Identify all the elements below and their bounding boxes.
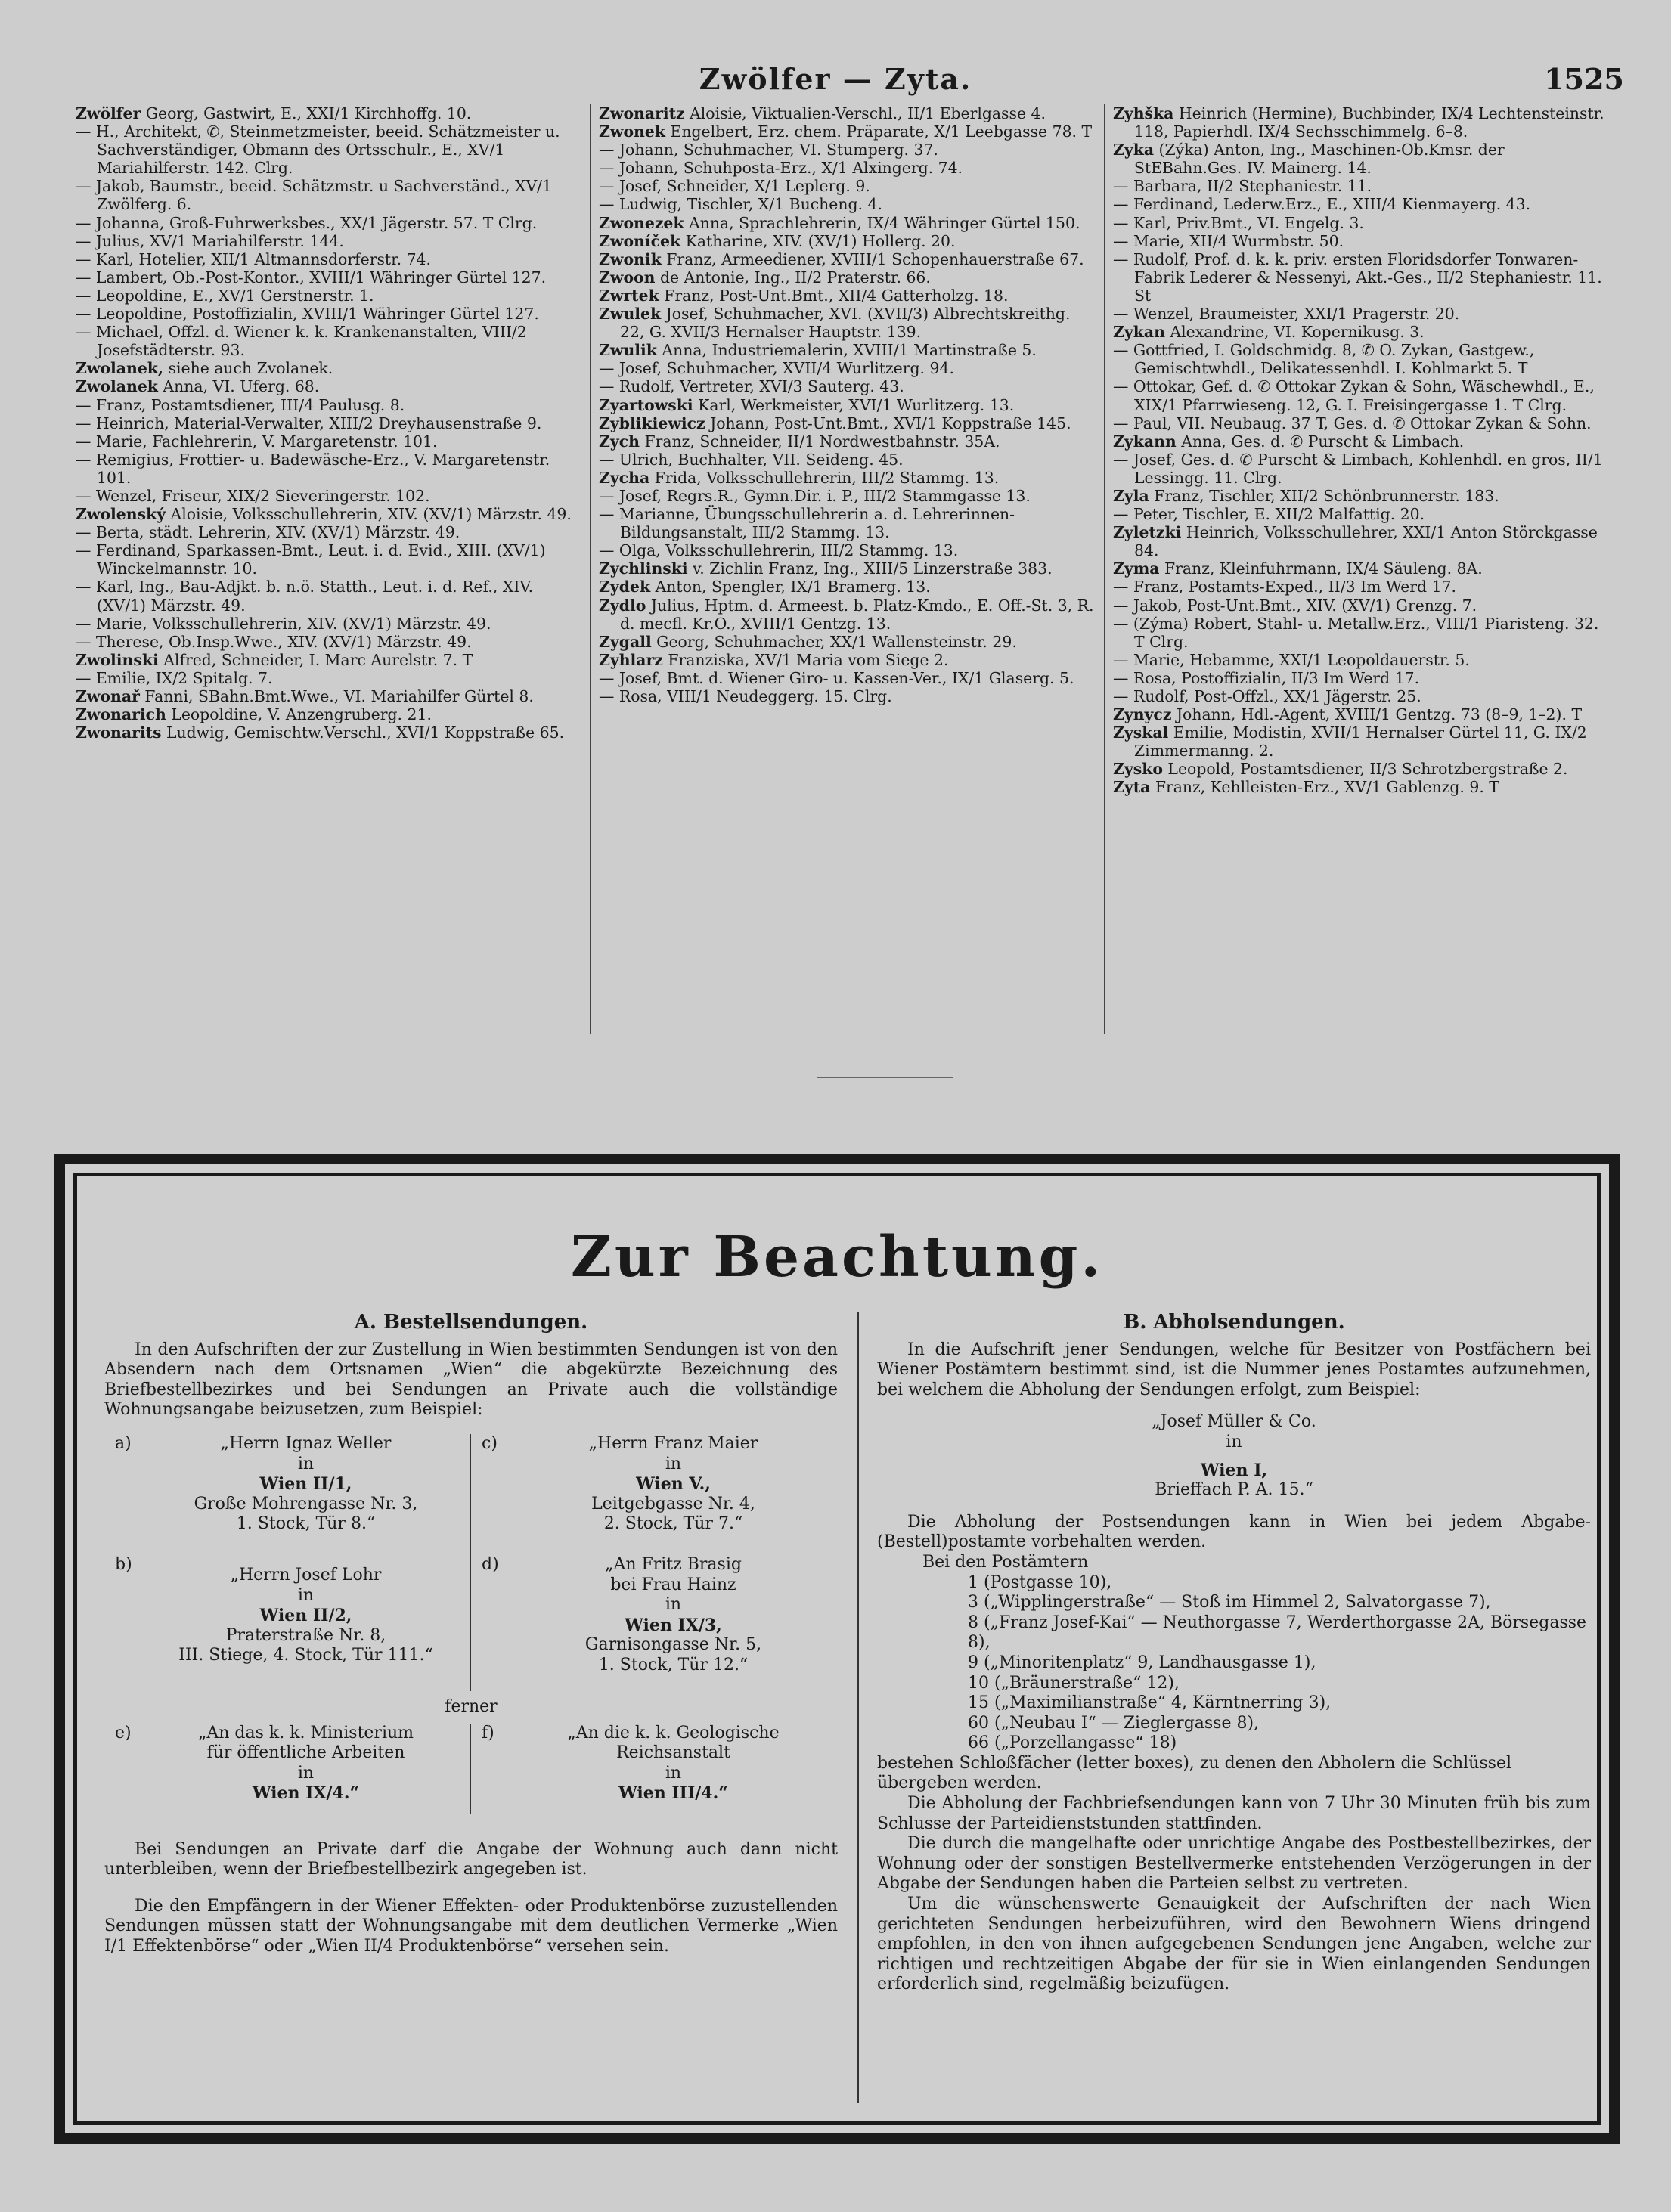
directory-entry xyxy=(76,505,581,523)
directory-entry xyxy=(599,232,1095,250)
section-b-heading: B. Abholsendungen. xyxy=(1123,1311,1345,1334)
section-b-intro: In die Aufschrift jener Sendungen, welche für Besitzer von Postfächern bei Wiener Postämtern bestimmt sind, ist die Nummer jenes Postamtes aufzunehmen, bei welchem die Abholung der Sendungen erfolgt, zum Beispiel: xyxy=(877,1340,1591,1399)
page-number: 1525 xyxy=(1544,62,1624,96)
entry-details: — Marianne, Übungsschullehrerin a. d. Lehrerinnen-Bildungsanstalt, III/2 Stammg. 13. xyxy=(599,505,1015,542)
directory-entry xyxy=(599,687,1095,705)
directory-entry xyxy=(599,541,1095,559)
entry-details: Emilie, Modistin, XVII/1 Hernalser Gürtel 11, G. IX/2 Zimmermanng. 2. xyxy=(1134,723,1587,761)
entry-details: — Olga, Volksschullehrerin, III/2 Stammg. 13. xyxy=(599,541,959,560)
directory-entry xyxy=(1113,687,1609,705)
entry-details: Josef, Schuhmacher, XVI. (XVII/3) Albrechtskreithg. 22, G. XVII/3 Hernalser Hauptstr. 139. xyxy=(620,305,1071,342)
entry-surname: Zwonik xyxy=(599,249,662,268)
entry-details: Franz, Schneider, II/1 Nordwestbahnstr. 35A. xyxy=(639,432,1000,451)
section-a-para3: Die den Empfängern in der Wiener Effekten- oder Produktenbörse zuzustellenden Sendungen müssen statt der Wohnungsangabe mit dem deutlichen Vermerke „Wien I/1 Effektenbörse“ oder „Wien II/4 Produktenbörse“ versehen sein. xyxy=(104,1896,838,1956)
entry-details: — Heinrich, Material-Verwalter, XIII/2 Dreyhausenstraße 9. xyxy=(76,414,542,432)
entry-surname: Zych xyxy=(599,432,640,451)
entry-details: Georg, Schuhmacher, XX/1 Wallensteinstr. 29. xyxy=(651,632,1017,651)
example-b: b) „Herrn Josef Lohr in Wien II/2, Praterstraße Nr. 8, III. Stiege, 4. Stock, Tür 111.“ xyxy=(104,1555,471,1691)
entry-surname: Zyka xyxy=(1113,141,1155,160)
entry-details: — Marie, Hebamme, XXI/1 Leopoldauerstr. 5. xyxy=(1113,650,1470,669)
entry-surname: Zwolanek xyxy=(76,377,158,396)
directory-entry xyxy=(599,451,1095,469)
entry-surname: Zyblikiewicz xyxy=(599,414,705,432)
directory-entry xyxy=(1113,104,1609,141)
directory-entry xyxy=(76,578,581,614)
directory-entry xyxy=(1113,669,1609,687)
directory-entry xyxy=(599,377,1095,395)
directory-entry xyxy=(76,287,581,305)
directory-entry xyxy=(599,505,1095,541)
section-b-para3: bestehen Schloßfächer (letter boxes), zu denen den Abholern die Schlüssel übergeben werden. xyxy=(877,1753,1512,1793)
entry-surname: Zwulik xyxy=(599,341,657,360)
entry-details: — Rosa, VIII/1 Neudeggerg. 15. Clrg. xyxy=(599,687,892,705)
directory-entry xyxy=(76,723,581,742)
example-d: d) „An Fritz Brasig bei Frau Hainz in Wien IX/3, Garnisongasse Nr. 5, 1. Stock, Tür 12.“ xyxy=(482,1554,762,1674)
entry-details: — Marie, Volksschullehrerin, XIV. (XV/1) Märzstr. 49. xyxy=(76,614,491,633)
entry-details: — Therese, Ob.Insp.Wwe., XIV. (XV/1) Märzstr. 49. xyxy=(76,632,472,651)
entry-details: — Karl, Hotelier, XII/1 Altmannsdorferstr. 74. xyxy=(76,249,431,268)
directory-entry xyxy=(1113,232,1609,250)
entry-details: — Michael, Offzl. d. Wiener k. k. Krankenanstalten, VIII/2 Josefstädterstr. 93. xyxy=(76,323,527,360)
entry-surname: Zysko xyxy=(1113,760,1163,779)
example-a: a) „Herrn Ignaz Weller in Wien II/1, Große Mohrengasse Nr. 3, 1. Stock, Tür 8.“ xyxy=(104,1434,471,1555)
entry-surname: Zwonarich xyxy=(76,705,166,724)
directory-entry xyxy=(599,596,1095,633)
post-office-item: 10 („Bräunerstraße“ 12), xyxy=(968,1673,1180,1693)
entry-details: — Josef, Ges. d. ✆ Purscht & Limbach, Kohlenhdl. en gros, II/1 Lessingg. 11. Clrg. xyxy=(1113,450,1603,487)
directory-entry xyxy=(76,687,581,705)
entry-details: Anna, Sprachlehrerin, IX/4 Währinger Gürtel 150. xyxy=(684,213,1080,232)
directory-entry xyxy=(76,122,581,177)
directory-entry xyxy=(1113,305,1609,323)
post-office-item: 9 („Minoritenplatz“ 9, Landhausgasse 1), xyxy=(968,1653,1316,1672)
entry-surname: Zwonarits xyxy=(76,723,162,742)
directory-entry xyxy=(76,669,581,687)
directory-entry xyxy=(599,669,1095,687)
directory-entry xyxy=(76,487,581,505)
entry-details: — Wenzel, Friseur, XIX/2 Sieveringerstr. 102. xyxy=(76,486,430,505)
entry-details: Johann, Hdl.-Agent, XVIII/1 Gentzg. 73 (8–9, 1–2). T xyxy=(1171,705,1583,724)
entry-details: Heinrich (Hermine), Buchbinder, IX/4 Lechtensteinstr. 118, Papierhdl. IX/4 Sechsschimmelg. 6–8. xyxy=(1134,104,1604,141)
directory-entry xyxy=(1113,451,1609,487)
entry-surname: Zygall xyxy=(599,632,652,651)
section-b-list-intro: Bei den Postämtern xyxy=(922,1552,1089,1572)
directory-entry xyxy=(1113,414,1609,432)
entry-details: — Josef, Schuhmacher, XVII/4 Wurlitzerg. 94. xyxy=(599,359,954,378)
entry-details: Julius, Hptm. d. Armeest. b. Platz-Kmdo., E. Off.-St. 3, R. d. mecfl. Kr.O., XVIII/1 Gentzg. 13. xyxy=(620,596,1094,633)
entry-details: — Wenzel, Braumeister, XXI/1 Pragerstr. 20. xyxy=(1113,305,1460,324)
directory-entry xyxy=(1113,596,1609,615)
running-title: Zwölfer — Zyta. xyxy=(699,62,972,96)
directory-entry xyxy=(599,359,1095,377)
directory-entry xyxy=(1113,760,1609,778)
directory-entry xyxy=(76,705,581,723)
entry-details: — Barbara, II/2 Stephaniestr. 11. xyxy=(1113,177,1372,196)
section-a-para2: Bei Sendungen an Private darf die Angabe der Wohnung auch dann nicht unterbleiben, wenn der Briefbestellbezirk angegeben ist. xyxy=(104,1839,838,1879)
entry-details: Franz, Armeediener, XVIII/1 Schopenhauerstraße 67. xyxy=(661,249,1084,268)
entry-details: — Ludwig, Tischler, X/1 Bucheng. 4. xyxy=(599,195,882,214)
directory-entry xyxy=(599,159,1095,177)
entry-details: — Johann, Schuhposta-Erz., X/1 Alxingerg. 74. xyxy=(599,159,963,178)
directory-entry xyxy=(1113,651,1609,669)
entry-surname: Zydek xyxy=(599,578,651,596)
directory-column-3 xyxy=(1104,104,1618,1034)
entry-surname: Zykan xyxy=(1113,323,1165,342)
entry-surname: Zwolinski xyxy=(76,650,159,669)
section-b-para4: Die Abholung der Fachbriefsendungen kann von 7 Uhr 30 Minuten früh bis zum Schlusse der Parteidienststunden stattfinden. xyxy=(877,1794,1591,1833)
directory-entry xyxy=(1113,323,1609,341)
directory-entry xyxy=(76,633,581,651)
entry-details: Franz, Kehlleisten-Erz., XV/1 Gablenzg. 9. T xyxy=(1150,778,1499,797)
directory-entry xyxy=(599,432,1095,451)
directory-entry xyxy=(599,214,1095,232)
entry-details: — Rudolf, Post-Offzl., XX/1 Jägerstr. 25. xyxy=(1113,687,1421,705)
entry-details: — Rudolf, Prof. d. k. k. priv. ersten Floridsdorfer Tonwaren-Fabrik Lederer & Nessenyi, Akt.-Ges., II/2 Stephaniestr. 11. St xyxy=(1113,249,1602,305)
entry-surname: Zyskal xyxy=(1113,723,1169,742)
entry-details: — Marie, Fachlehrerin, V. Margaretenstr. 101. xyxy=(76,432,438,451)
entry-details: Anton, Spengler, IX/1 Bramerg. 13. xyxy=(650,578,931,596)
entry-details: — Johann, Schuhmacher, VI. Stumperg. 37. xyxy=(599,141,938,160)
entry-details: Georg, Gastwirt, E., XXI/1 Kirchhoffg. 10. xyxy=(141,104,472,122)
entry-details: Anna, Industriemalerin, XVIII/1 Martinstraße 5. xyxy=(656,341,1037,360)
post-office-item: 15 („Maximilianstraße“ 4, Kärntnerring 3), xyxy=(968,1693,1332,1713)
directory-entry xyxy=(76,323,581,359)
section-a xyxy=(104,1312,838,2103)
entry-details: — H., Architekt, ✆, Steinmetzmeister, beeid. Schätzmeister u. Sachverständiger, Obmann des Ortsschulr., E., XV/1 Mariahilferstr. 142. Clrg. xyxy=(76,122,560,178)
directory-entry xyxy=(76,305,581,323)
entry-details: — Julius, XV/1 Mariahilferstr. 144. xyxy=(76,231,344,250)
entry-details: Franz, Kleinfuhrmann, IX/4 Säuleng. 8A. xyxy=(1159,559,1483,578)
entry-details: Frida, Volksschullehrerin, III/2 Stammg. 13. xyxy=(649,468,1000,487)
directory-entry xyxy=(599,268,1095,287)
directory-entry xyxy=(1113,615,1609,651)
entry-surname: Zwölfer xyxy=(76,104,141,122)
entry-details: — Josef, Bmt. d. Wiener Giro- u. Kassen-Ver., IX/1 Glaserg. 5. xyxy=(599,668,1074,687)
entry-details: Karl, Werkmeister, XVI/1 Wurlitzerg. 13. xyxy=(693,395,1015,414)
notice-title: Zur Beachtung. xyxy=(570,1225,1104,1290)
directory-entry xyxy=(76,377,581,395)
section-a-intro: In den Aufschriften der zur Zustellung in Wien bestimmten Sendungen ist von den Absendern nach dem Ortsnamen „Wien“ die abgekürzte Bezeichnung des Briefbestellbezirkes und bei Sendungen an Private auch die vollständige Wohnungsangabe beizusetzen, zum Beispiel: xyxy=(104,1340,838,1420)
directory-entry xyxy=(76,268,581,287)
entry-details: v. Zichlin Franz, Ing., XIII/5 Linzerstraße 383. xyxy=(687,559,1053,578)
ferner-label: ferner xyxy=(445,1696,498,1716)
entry-details: Heinrich, Volksschullehrer, XXI/1 Anton Störckgasse 84. xyxy=(1134,523,1598,560)
directory-entry xyxy=(1113,723,1609,760)
entry-details: Katharine, XIV. (XV/1) Hollerg. 20. xyxy=(680,231,956,250)
entry-details: — Paul, VII. Neubaug. 37 T, Ges. d. ✆ Ottokar Zykan & Sohn. xyxy=(1113,414,1592,432)
entry-details: Leopoldine, V. Anzengruberg. 21. xyxy=(166,705,432,724)
entry-details: — Johanna, Groß-Fuhrwerksbes., XX/1 Jägerstr. 57. T Clrg. xyxy=(76,213,538,232)
entry-details: Alexandrine, VI. Kopernikusg. 3. xyxy=(1164,323,1425,342)
page-header xyxy=(0,62,1671,97)
entry-details: de Antonie, Ing., II/2 Praterstr. 66. xyxy=(655,268,931,287)
entry-details: siehe auch Zvolanek. xyxy=(163,359,333,378)
directory-entry xyxy=(1113,778,1609,796)
directory-entry xyxy=(599,305,1095,341)
entry-details: — Gottfried, I. Goldschmidg. 8, ✆ O. Zykan, Gastgew., Gemischtwhdl., Delikatessenhdl. I. Kohlmarkt 5. T xyxy=(1113,341,1535,378)
entry-details: — Josef, Schneider, X/1 Leplerg. 9. xyxy=(599,177,870,196)
entry-details: — Peter, Tischler, E. XII/2 Malfattig. 20. xyxy=(1113,505,1425,524)
directory-entry xyxy=(76,214,581,232)
directory-entry xyxy=(1113,250,1609,305)
directory-entry xyxy=(599,141,1095,159)
directory-entry xyxy=(599,122,1095,141)
address-examples xyxy=(104,1434,838,1691)
directory-entry xyxy=(1113,214,1609,232)
entry-surname: Zwolanek, xyxy=(76,359,164,378)
entry-details: Ludwig, Gemischtw.Verschl., XVI/1 Koppstraße 65. xyxy=(161,723,565,742)
directory-entry xyxy=(599,469,1095,487)
entry-details: — Jakob, Post-Unt.Bmt., XIV. (XV/1) Grenzg. 7. xyxy=(1113,596,1477,615)
directory-entry xyxy=(76,104,581,122)
entry-details: — Ottokar, Gef. d. ✆ Ottokar Zykan & Sohn, Wäschewhdl., E., XIX/1 Pfarrwieseng. 12, G. I. Freisingergasse 1. T Clrg. xyxy=(1113,377,1595,414)
entry-details: Franziska, XV/1 Maria vom Siege 2. xyxy=(662,650,949,669)
directory-entry xyxy=(1113,377,1609,414)
entry-details: — Jakob, Baumstr., beeid. Schätzmstr. u Sachverständ., XV/1 Zwölferg. 6. xyxy=(76,177,553,214)
directory-entry xyxy=(599,559,1095,578)
directory-entry xyxy=(76,359,581,377)
section-b-para2: Die Abholung der Postsendungen kann in Wien bei jedem Abgabe-(Bestell)postamte vorbehalten werden. xyxy=(877,1512,1591,1552)
directory-entry xyxy=(599,414,1095,432)
directory-entry xyxy=(1113,505,1609,523)
entry-details: — Emilie, IX/2 Spitalg. 7. xyxy=(76,668,273,687)
post-office-item: 8 („Franz Josef-Kai“ — Neuthorgasse 7, Werderthorgasse 2A, Börsegasse 8), xyxy=(968,1613,1587,1653)
post-office-item: 1 (Postgasse 10), xyxy=(968,1572,1112,1592)
entry-details: — Ferdinand, Lederw.Erz., E., XIII/4 Kienmayerg. 43. xyxy=(1113,195,1531,214)
directory-entry xyxy=(1113,523,1609,559)
entry-details: — Ferdinand, Sparkassen-Bmt., Leut. i. d. Evid., XIII. (XV/1) Winckelmannstr. 10. xyxy=(76,541,546,578)
directory-entry xyxy=(599,341,1095,359)
entry-details: Aloisie, Volksschullehrerin, XIV. (XV/1) Märzstr. 49. xyxy=(166,505,572,524)
directory-entry xyxy=(1113,177,1609,195)
example-f: f) „An die k. k. Geologische Reichsanstalt in Wien III/4.“ xyxy=(482,1723,780,1804)
entry-surname: Zyma xyxy=(1113,559,1160,578)
entry-details: Aloisie, Viktualien-Verschl., II/1 Eberlgasse 4. xyxy=(684,104,1046,122)
entry-details: Engelbert, Erz. chem. Präparate, X/1 Leebgasse 78. T xyxy=(665,122,1093,141)
directory-entry xyxy=(599,177,1095,195)
directory-entry xyxy=(599,250,1095,268)
section-b xyxy=(857,1312,1591,2103)
entry-surname: Zychlinski xyxy=(599,559,688,578)
entry-surname: Zyartowski xyxy=(599,395,693,414)
entry-details: — Berta, städt. Lehrerin, XIV. (XV/1) Märzstr. 49. xyxy=(76,523,460,542)
entry-surname: Zwoníček xyxy=(599,231,681,250)
directory-entry xyxy=(76,250,581,268)
entry-surname: Zwonezek xyxy=(599,213,684,232)
entry-surname: Zwonař xyxy=(76,687,140,705)
directory-entry xyxy=(1113,559,1609,578)
entry-details: — (Zýma) Robert, Stahl- u. Metallw.Erz., VIII/1 Piaristeng. 32. T Clrg. xyxy=(1113,614,1599,651)
directory-entry xyxy=(76,451,581,487)
entry-details: — Rosa, Postoffizialin, II/3 Im Werd 17. xyxy=(1113,668,1420,687)
entry-surname: Zwolenský xyxy=(76,505,166,524)
directory-entry xyxy=(1113,432,1609,451)
directory-entry xyxy=(76,651,581,669)
post-office-item: 66 („Porzellangasse“ 18) xyxy=(968,1733,1177,1753)
entry-surname: Zwonaritz xyxy=(599,104,685,122)
entry-surname: Zwulek xyxy=(599,305,662,324)
entry-details: Franz, Tischler, XII/2 Schönbrunnerstr. 183. xyxy=(1149,486,1499,505)
entry-details: — Leopoldine, Postoffizialin, XVIII/1 Währinger Gürtel 127. xyxy=(76,305,539,324)
entry-surname: Zyhška xyxy=(1113,104,1174,122)
directory-entry xyxy=(599,633,1095,651)
directory-entry xyxy=(599,651,1095,669)
directory-entry xyxy=(1113,705,1609,723)
entry-surname: Zyletzki xyxy=(1113,523,1182,542)
post-office-item: 60 („Neubau I“ — Zieglergasse 8), xyxy=(968,1713,1260,1733)
directory-entry xyxy=(76,541,581,578)
entry-details: Johann, Post-Unt.Bmt., XVI/1 Koppstraße 145. xyxy=(705,414,1071,432)
directory-entry xyxy=(76,523,581,541)
entry-details: — Lambert, Ob.-Post-Kontor., XVIII/1 Währinger Gürtel 127. xyxy=(76,268,547,287)
entry-surname: Zyta xyxy=(1113,778,1151,797)
section-separator xyxy=(817,1077,953,1078)
entry-surname: Zycha xyxy=(599,468,650,487)
post-office-list xyxy=(877,1573,1591,1754)
directory-entry xyxy=(1113,487,1609,505)
entry-details: Leopold, Postamtsdiener, II/3 Schrotzbergstraße 2. xyxy=(1162,760,1568,779)
entry-surname: Zydlo xyxy=(599,596,646,615)
directory-entry xyxy=(76,396,581,414)
directory-entry xyxy=(1113,141,1609,177)
entry-surname: Zwonek xyxy=(599,122,665,141)
directory-entry xyxy=(1113,195,1609,213)
entry-details: — Marie, XII/4 Wurmbstr. 50. xyxy=(1113,231,1344,250)
entry-details: — Rudolf, Vertreter, XVI/3 Sauterg. 43. xyxy=(599,377,904,396)
directory-entry xyxy=(1113,578,1609,596)
directory-entry xyxy=(599,104,1095,122)
directory-entry xyxy=(599,287,1095,305)
example-c: c) „Herrn Franz Maier in Wien V., Leitgebgasse Nr. 4, 2. Stock, Tür 7.“ xyxy=(482,1433,758,1534)
entry-details: — Karl, Ing., Bau-Adjkt. b. n.ö. Statth., Leut. i. d. Ref., XIV. (XV/1) Märzstr. 49. xyxy=(76,578,534,615)
entry-surname: Zynycz xyxy=(1113,705,1172,724)
directory-entry xyxy=(76,414,581,432)
entry-details: Alfred, Schneider, I. Marc Aurelstr. 7. T xyxy=(158,650,473,669)
entry-details: — Ulrich, Buchhalter, VII. Seideng. 45. xyxy=(599,450,904,469)
directory-column-2 xyxy=(590,104,1104,1034)
directory-listing xyxy=(76,104,1618,1034)
section-b-para5: Die durch die mangelhafte oder unrichtige Angabe des Postbestellbezirkes, der Wohnung oder der sonstigen Bestellvermerke entstehenden Verzögerungen in der Abgabe der Sendungen haben die Parteien selbst zu vertreten. xyxy=(877,1834,1591,1894)
directory-entry xyxy=(599,195,1095,213)
mailbox-example: „Josef Müller & Co. in Wien I, Brieffach P. A. 15.“ xyxy=(1152,1412,1316,1500)
entry-surname: Zykann xyxy=(1113,432,1177,451)
entry-details: Anna, VI. Uferg. 68. xyxy=(157,377,320,396)
entry-details: (Zýka) Anton, Ing., Maschinen-Ob.Kmsr. der StEBahn.Ges. IV. Mainerg. 14. xyxy=(1134,141,1505,178)
entry-details: Franz, Post-Unt.Bmt., XII/4 Gatterholzg. 18. xyxy=(659,286,1009,305)
directory-entry xyxy=(76,232,581,250)
entry-details: Fanni, SBahn.Bmt.Wwe., VI. Mariahilfer Gürtel 8. xyxy=(139,687,534,705)
example-e: e) „An das k. k. Ministerium für öffentliche Arbeiten in Wien IX/4.“ xyxy=(104,1724,471,1814)
directory-entry xyxy=(76,615,581,633)
entry-surname: Zwrtek xyxy=(599,286,659,305)
entry-details: Anna, Ges. d. ✆ Purscht & Limbach. xyxy=(1176,432,1465,451)
directory-entry xyxy=(599,487,1095,505)
directory-entry xyxy=(599,578,1095,596)
entry-details: — Josef, Regrs.R., Gymn.Dir. i. P., III/2 Stammgasse 13. xyxy=(599,486,1031,505)
post-office-item: 3 („Wipplingerstraße“ — Stoß im Himmel 2, Salvatorgasse 7), xyxy=(968,1593,1491,1613)
directory-entry xyxy=(599,396,1095,414)
section-b-para6: Um die wünschenswerte Genauigkeit der Aufschriften der nach Wien gerichteten Sendungen herbeizuführen, wird den Bewohnern Wiens dringend empfohlen, in den von ihnen aufgegebenen Sendungen jene Angaben, welche zur richtigen und rechtzeitigen Abgabe der für sie in Wien einlangenden Sendungen erforderlich sind, regelmäßig beizufügen. xyxy=(877,1894,1591,1994)
address-examples-2 xyxy=(104,1724,838,1814)
notice-box xyxy=(54,1154,1620,2144)
directory-entry xyxy=(76,432,581,451)
entry-surname: Zwoon xyxy=(599,268,656,287)
directory-entry xyxy=(76,177,581,213)
entry-details: — Leopoldine, E., XV/1 Gerstnerstr. 1. xyxy=(76,286,374,305)
entry-details: — Franz, Postamts-Exped., II/3 Im Werd 17. xyxy=(1113,578,1457,596)
entry-surname: Zyla xyxy=(1113,486,1149,505)
entry-details: — Remigius, Frottier- u. Badewäsche-Erz., V. Margaretenstr. 101. xyxy=(76,450,550,487)
entry-details: — Franz, Postamtsdiener, III/4 Paulusg. 8. xyxy=(76,395,405,414)
entry-surname: Zyhlarz xyxy=(599,650,663,669)
directory-entry xyxy=(1113,341,1609,377)
directory-column-1 xyxy=(76,104,590,1034)
section-a-heading: A. Bestellsendungen. xyxy=(354,1311,588,1334)
entry-details: — Karl, Priv.Bmt., VI. Engelg. 3. xyxy=(1113,213,1364,232)
